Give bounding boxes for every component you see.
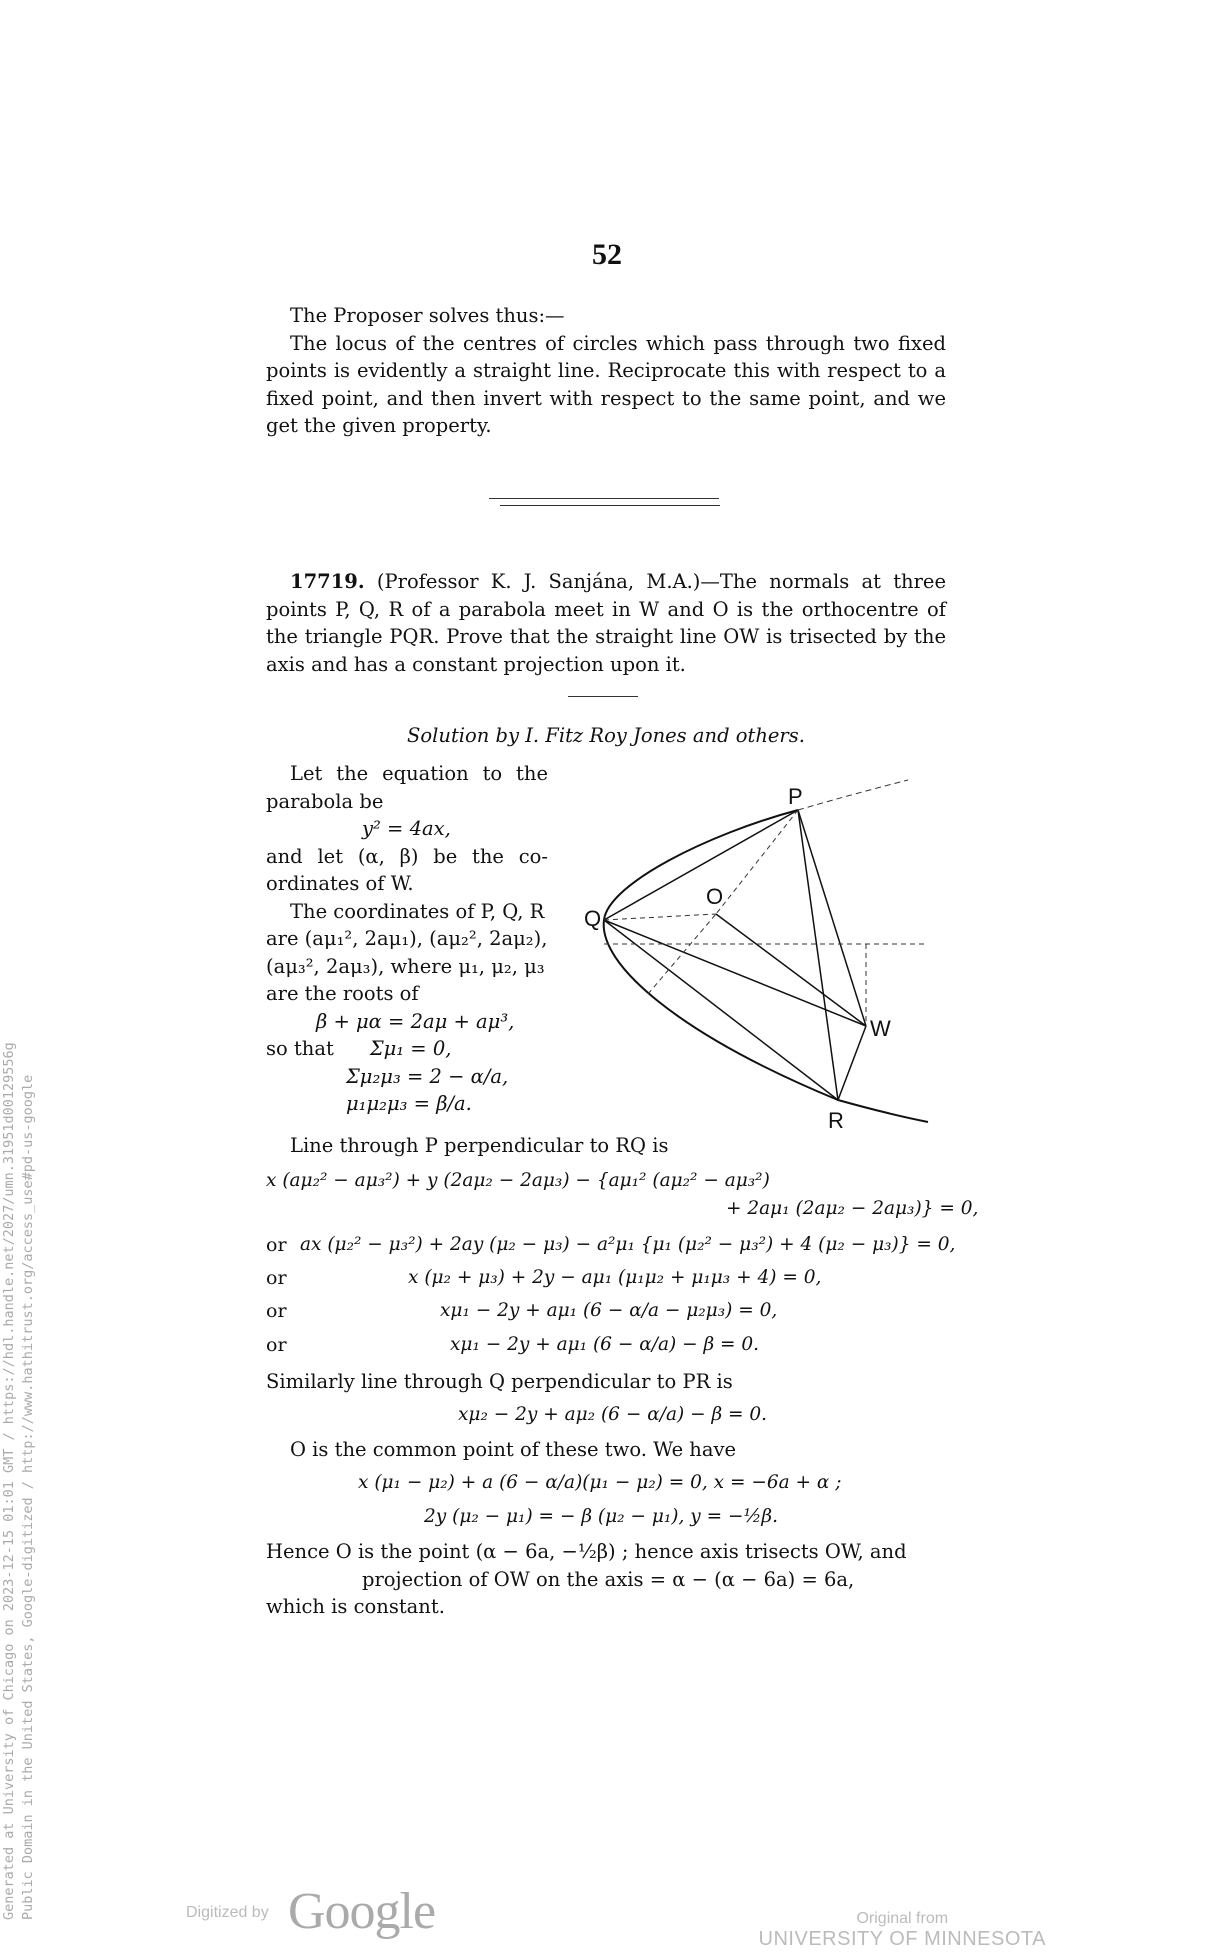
- equation-b: ax (μ₂² − μ₃²) + 2ay (μ₂ − μ₃) − a²μ₁ {μ₁ (μ₂² − μ₃²) + 4 (μ₂ − μ₃)} = 0,: [300, 1234, 956, 1255]
- similarly-section: [266, 1368, 946, 1396]
- or-label-4: or: [266, 1334, 287, 1356]
- label-p: P: [788, 784, 803, 809]
- university-label: UNIVERSITY OF MINNESOTA: [758, 1928, 1046, 1950]
- side-pq: [604, 810, 798, 920]
- common-point-section: [266, 1436, 946, 1464]
- coords-pqr-text: The coordinates of P, Q, R: [290, 899, 545, 923]
- sum-mu-equation: Σμ₁ = 0,: [369, 1037, 452, 1060]
- section-divider-2: [500, 505, 720, 506]
- coords-pqr-1: are (aμ₁², 2aμ₁), (aμ₂², 2aμ₂),: [266, 927, 548, 950]
- equation-g: x (μ₁ − μ₂) + a (6 − α/a)(μ₁ − μ₂) = 0, x = −6a + α ;: [358, 1472, 842, 1493]
- so-that-label: so that: [266, 1037, 334, 1060]
- or-label-2: or: [266, 1267, 287, 1289]
- intro-text: Let the equation to the parabola be: [266, 762, 548, 813]
- short-rule: [568, 696, 638, 697]
- equation-d: xμ₁ − 2y + aμ₁ (6 − α/a − μ₂μ₃) = 0,: [440, 1300, 778, 1321]
- label-r: R: [828, 1108, 844, 1133]
- equation-c: x (μ₂ + μ₃) + 2y − aμ₁ (μ₁μ₂ + μ₁μ₃ + 4) = 0,: [408, 1267, 822, 1288]
- section-divider: [489, 498, 719, 499]
- parabola-figure: [584, 764, 948, 1133]
- altitude-p: [716, 810, 798, 914]
- side-pr: [798, 810, 838, 1100]
- coords-pqr-2: (aμ₃², 2aμ₃), where μ₁, μ₂, μ₃: [266, 954, 545, 978]
- similarly-text: Similarly line through Q perpendicular to PR is: [266, 1370, 733, 1393]
- label-w: W: [870, 1016, 891, 1041]
- coords-w-text: and let (α, β) be the co-ordinates of W.: [266, 844, 548, 895]
- normal-p: [798, 810, 866, 1026]
- conclusion-section: [266, 1538, 946, 1621]
- stamp-line-1: Generated at University of Chicago on 2023-12-15 01:01 GMT / https://hdl.handle.net/2027/umn.31951d00129556g: [1, 1042, 17, 1920]
- projection-text: projection of OW on the axis = α − (α − 6a) = 6a,: [362, 1567, 855, 1591]
- equation-e: xμ₁ − 2y + aμ₁ (6 − α/a) − β = 0.: [450, 1334, 760, 1355]
- altitude-r: [648, 914, 716, 994]
- label-q: Q: [584, 906, 602, 931]
- hence-text: Hence O is the point (α − 6a, −½β) ; hence axis trisects OW, and: [266, 1540, 907, 1563]
- roots-text: are the roots of: [266, 982, 419, 1005]
- problem-section: [266, 568, 946, 678]
- normal-q: [604, 920, 866, 1026]
- proposer-section: [266, 302, 946, 440]
- side-qr: [604, 920, 838, 1100]
- segment-ow: [716, 914, 866, 1026]
- original-from-block: [759, 1910, 1046, 1951]
- constant-text: which is constant.: [266, 1595, 445, 1618]
- original-from-label: Original from: [856, 1910, 949, 1927]
- label-o: O: [706, 884, 724, 909]
- left-column: [266, 760, 548, 1118]
- google-logo: Google: [288, 1883, 436, 1940]
- sum-products-equation: Σμ₂μ₃ = 2 − α/a,: [346, 1064, 509, 1088]
- parabola-extension: [798, 780, 908, 810]
- common-point-text: O is the common point of these two. We have: [290, 1438, 737, 1461]
- altitude-q: [604, 914, 716, 920]
- hathitrust-stamp: [0, 980, 40, 1920]
- solution-heading: Solution by I. Fitz Roy Jones and others.: [407, 724, 805, 747]
- stamp-line-2: Public Domain in the United States, Google-digitized / http://www.hathitrust.org/access_use#pd-us-google: [20, 1074, 36, 1920]
- or-label-1: or: [266, 1234, 287, 1256]
- page-number: 52: [592, 238, 622, 271]
- equation-h: 2y (μ₂ − μ₁) = − β (μ₂ − μ₁), y = −½β.: [424, 1506, 778, 1527]
- line-through-p: [266, 1132, 946, 1160]
- body-line1: Line through P perpendicular to RQ is: [290, 1134, 669, 1157]
- digitized-by-label: Digitized by: [186, 1904, 269, 1921]
- proposer-heading: The Proposer solves thus:—: [290, 304, 565, 327]
- proposer-text: The locus of the centres of circles which pass through two fixed points is evidently a straight line. Reciprocate this with respect to a fixed point, and then invert with respect to the same point, and we get the given property.: [266, 331, 946, 437]
- problem-number: 17719.: [290, 570, 365, 593]
- parabola-equation: y² = 4ax,: [362, 817, 451, 840]
- parabola-curve: [604, 810, 928, 1122]
- normal-r: [838, 1026, 866, 1100]
- equation-a2: + 2aμ₁ (2aμ₂ − 2aμ₃)} = 0,: [726, 1198, 979, 1219]
- product-equation: μ₁μ₂μ₃ = β/a.: [346, 1092, 472, 1115]
- or-label-3: or: [266, 1300, 287, 1322]
- cubic-equation: β + μα = 2aμ + aμ³,: [316, 1009, 515, 1033]
- equation-a1: x (aμ₂² − aμ₃²) + y (2aμ₂ − 2aμ₃) − {aμ₁² (aμ₂² − aμ₃²): [266, 1170, 770, 1191]
- problem-text: (Professor K. J. Sanjána, M.A.)—The normals at three points P, Q, R of a parabola meet in W and O is the orthocentre of the triangle PQR. Prove that the straight line OW is trisected by the axis and has a constant projection upon it.: [266, 570, 946, 676]
- equation-f: xμ₂ − 2y + aμ₂ (6 − α/a) − β = 0.: [458, 1404, 768, 1425]
